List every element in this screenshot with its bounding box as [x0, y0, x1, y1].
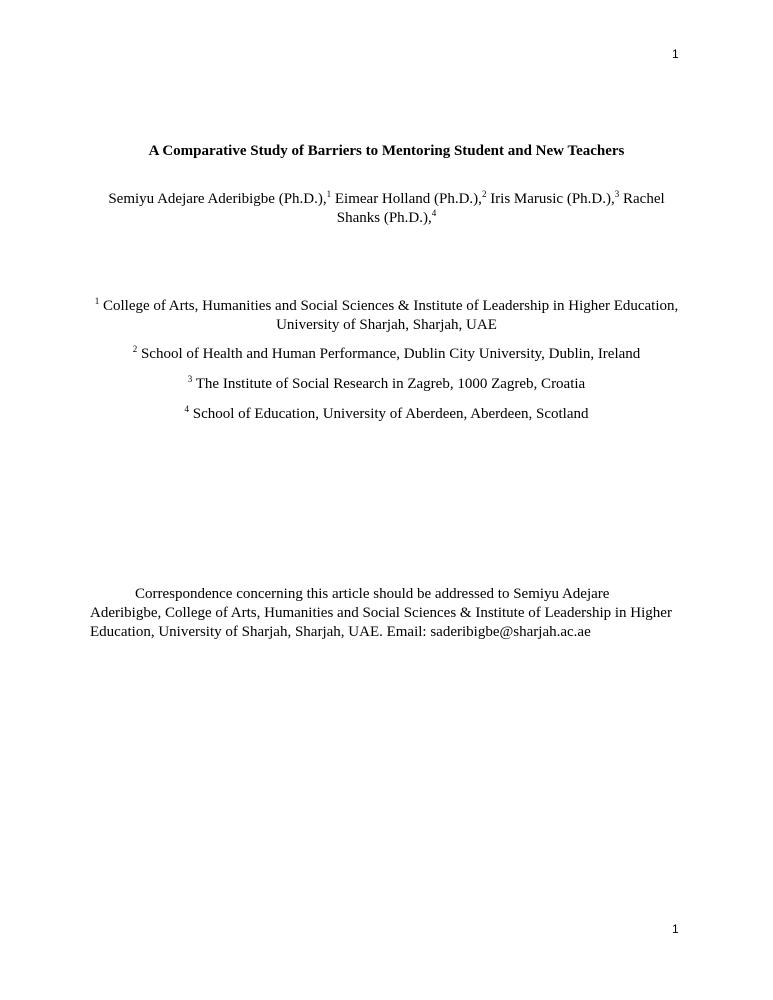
author-name: Iris Marusic (Ph.D.), [486, 191, 615, 207]
author-superscript: 3 [614, 189, 620, 199]
affiliation-4 [80, 405, 693, 424]
affiliation-superscript: 4 [184, 404, 189, 414]
author-name: Rachel Shanks (Ph.D.), [336, 191, 665, 226]
author-name: Eimear Holland (Ph.D.), [331, 191, 482, 207]
author-list [90, 190, 683, 228]
affiliation-text: School of Education, University of Aberdeen, Aberdeen, Scotland [189, 406, 589, 422]
author-name: Semiyu Adejare Aderibigbe (Ph.D.), [108, 191, 327, 207]
affiliation-2 [80, 345, 693, 364]
affiliation-superscript: 3 [187, 374, 193, 384]
affiliation-3 [80, 375, 693, 394]
author-superscript: 1 [326, 189, 332, 199]
correspondence-note [90, 585, 690, 642]
paper-title: A Comparative Study of Barriers to Mentoring Student and New Teachers [148, 143, 625, 159]
author-superscript: 4 [431, 208, 437, 218]
author-superscript: 2 [481, 189, 487, 199]
affiliation-superscript: 2 [132, 344, 138, 354]
affiliation-text: College of Arts, Humanities and Social Sciences & Institute of Leadership in Higher Education, University of Sharjah, Sharjah, UAE [99, 298, 679, 333]
affiliation-superscript: 1 [94, 296, 100, 306]
affiliation-text: School of Health and Human Performance, Dublin City University, Dublin, Ireland [137, 346, 641, 362]
correspondence-line: Education, University of Sharjah, Sharjah, UAE. Email: saderibigbe@sharjah.ac.ae [90, 624, 591, 640]
affiliation-text: The Institute of Social Research in Zagreb, 1000 Zagreb, Croatia [192, 376, 586, 392]
page-number-bottom: 1 [672, 922, 679, 936]
correspondence-line: Correspondence concerning this article should be addressed to Semiyu Adejare [135, 586, 610, 602]
correspondence-line: Aderibigbe, College of Arts, Humanities and Social Sciences & Institute of Leadership in Higher [90, 605, 672, 621]
page-number-top: 1 [672, 47, 679, 61]
affiliation-1 [80, 297, 693, 335]
